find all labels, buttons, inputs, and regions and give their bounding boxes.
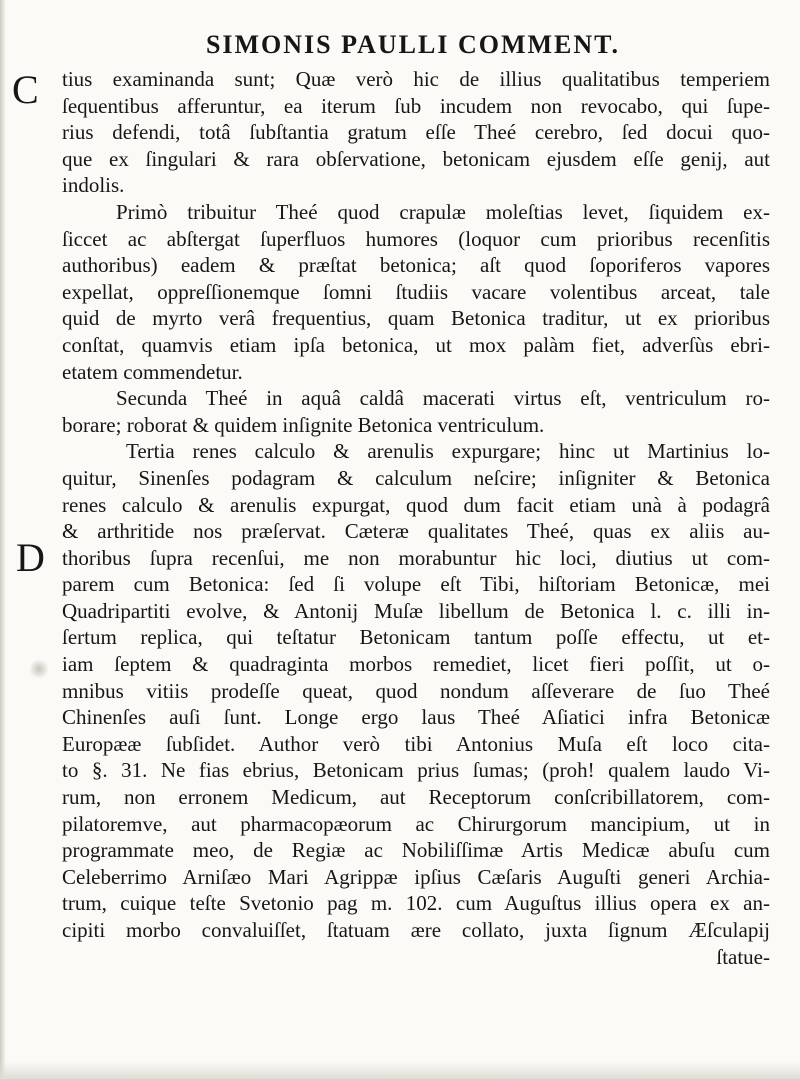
text-line: thoribus ſupra recenſui, me non morabuntur hic loci, diutius ut com-: [62, 545, 770, 570]
text-line: Europææ ſubſidet. Author verò tibi Antonius Muſa eſt loco cita-: [62, 731, 770, 756]
text-line: cipiti morbo convaluiſſet, ſtatuam ære collato, juxta ſignum Æſculapij: [62, 918, 770, 942]
page-bottom-shadow: [0, 1061, 800, 1079]
text-line: rum, non erronem Medicum, aut Receptorum conſcribillatorem, com-: [62, 785, 770, 810]
text-line: trum, cuique teſte Svetonio pag m. 102. cum Auguſtus illius opera ex an-: [62, 891, 770, 916]
text-line: mnibus vitiis prodeſſe queat, quod nondum aſſeverare de ſuo Theé: [62, 678, 770, 703]
text-line: expellat, oppreſſionemque ſomni ſtudiis vacare volentibus arceat, tale: [62, 279, 770, 304]
text-line: ſequentibus afferuntur, ea iterum ſub incudem non revocabo, qui ſupe-: [62, 93, 770, 118]
text-line: ſiccet ac abſtergat ſuperfluos humores (loquor cum prioribus recenſitis: [62, 226, 770, 251]
marginal-letter-c: C: [12, 67, 39, 112]
catchword: ſtatue-: [716, 944, 770, 969]
text-line: authoribus) eadem & præſtat betonica; aſt quod ſoporiferos vapores: [62, 253, 770, 278]
text-line: que ex ſingulari & rara obſervatione, betonicam ejusdem eſſe genij, aut: [62, 146, 770, 171]
text-line: quitur, Sinenſes podagram & calculum neſcire; inſigniter & Betonica: [62, 465, 770, 490]
text-line: rius defendi, totâ ſubſtantia gratum eſſe Theé cerebro, ſed docui quo-: [62, 120, 770, 145]
ink-smudge: [28, 660, 50, 678]
text-line: Chinenſes auſi ſunt. Longe ergo laus Theé Aſiatici infra Betonicæ: [62, 705, 770, 730]
text-line: & arthritide nos præſervat. Cæteræ qualitates Theé, quas ex aliis au-: [62, 519, 770, 544]
text-line: parem cum Betonica: ſed ſi volupe eſt Tibi, hiſtoriam Betonicæ, mei: [62, 572, 770, 597]
text-line: tius examinanda sunt; Quæ verò hic de illius qualitatibus temperiem: [62, 67, 770, 91]
text-line: iam ſeptem & quadraginta morbos remediet, licet fieri poſſit, ut o-: [62, 652, 770, 677]
text-line: borare; roborat & quidem inſignite Betonica ventriculum.: [62, 412, 545, 437]
text-line: indolis.: [62, 173, 125, 198]
page-edge-shadow: [0, 0, 6, 1079]
text-line: Quadripartiti evolve, & Antonij Muſæ libellum de Betonica l. c. illi in-: [62, 598, 770, 623]
text-line: programmate meo, de Regiæ ac Nobiliſſimæ Artis Medicæ abuſu cum: [62, 838, 770, 863]
text-line: to §. 31. Ne fias ebrius, Betonicam prius ſumas; (proh! qualem laudo Vi-: [62, 758, 770, 783]
text-line: etatem commendetur.: [62, 359, 243, 384]
text-line: Celeberrimo Arniſæo Mari Agrippæ ipſius Cæſaris Auguſti generi Archia-: [62, 864, 770, 889]
body-text: [62, 66, 770, 970]
text-line: quid de myrto verâ frequentius, quam Betonica traditur, ut ex prioribus: [62, 306, 770, 331]
text-line: renes calculo & arenulis expurgat, quod dum facit etiam unà à podagrâ: [62, 492, 770, 517]
text-line: conſtat, quamvis etiam ipſa betonica, ut mox palàm fiet, adverſùs ebri-: [62, 332, 770, 357]
marginal-letter-d: D: [16, 535, 45, 580]
running-header: SIMONIS PAULLI COMMENT.: [205, 30, 621, 59]
text-line: pilatoremve, aut pharmacopæorum ac Chirurgorum mancipium, ut in: [62, 811, 770, 836]
text-line: ſertum replica, qui teſtatur Betonicam tantum poſſe effectu, ut et-: [62, 625, 770, 650]
text-line: Secunda Theé in aquâ caldâ macerati virtus eſt, ventriculum ro-: [116, 386, 770, 411]
text-line: Primò tribuitur Theé quod crapulæ moleſtias levet, ſiquidem ex-: [116, 199, 770, 224]
text-line: Tertia renes calculo & arenulis expurgare; hinc ut Martinius lo-: [126, 439, 770, 464]
